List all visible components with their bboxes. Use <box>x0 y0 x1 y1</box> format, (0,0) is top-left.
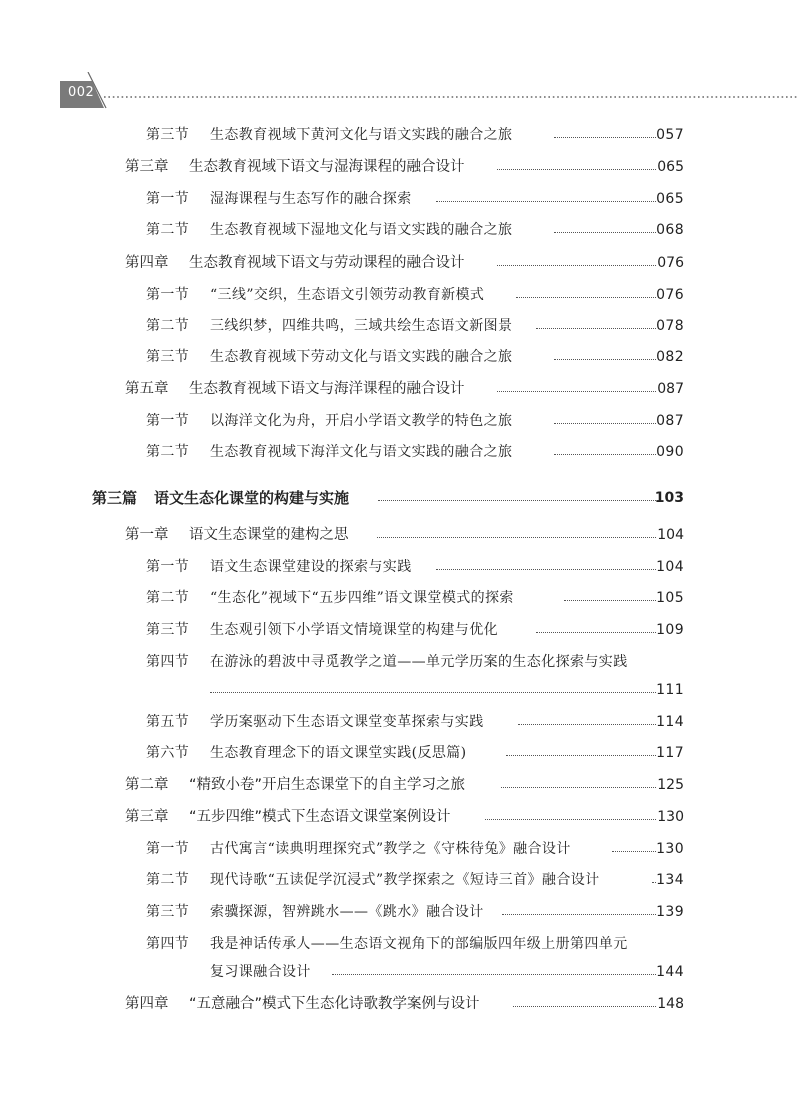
entry-title: “精致小卷”开启生态课堂下的自主学习之旅 <box>189 777 466 793</box>
entry-label: 第一节 <box>146 287 190 303</box>
entry-label: 第一节 <box>146 191 190 207</box>
leader-dots <box>485 819 656 820</box>
toc-entry <box>146 312 684 340</box>
entry-label: 第二节 <box>146 444 190 460</box>
entry-title: 生态教育视域下海洋文化与语文实践的融合之旅 <box>210 444 513 460</box>
toc-entry <box>125 803 684 831</box>
toc-entry <box>125 521 684 549</box>
toc-entry <box>146 648 684 676</box>
entry-page: 090 <box>656 444 684 460</box>
leader-dots <box>564 600 656 601</box>
entry-label: 第四节 <box>146 936 190 952</box>
entry-title: “生态化”视域下“五步四维”语文课堂模式的探索 <box>210 590 514 606</box>
toc-entry <box>146 898 684 926</box>
entry-page: 087 <box>657 381 684 397</box>
entry-label: 第六节 <box>146 745 190 761</box>
entry-page: 125 <box>657 777 684 793</box>
leader-dots <box>554 232 656 233</box>
leader-dots <box>513 1006 656 1007</box>
leader-dots <box>612 851 656 852</box>
leader-dots <box>436 201 656 202</box>
toc-entry-continuation <box>146 676 684 704</box>
entry-title: 现代诗歌“五读促学沉浸式”教学探索之《短诗三首》融合设计 <box>210 872 600 888</box>
entry-title: “五步四维”模式下生态语文课堂案例设计 <box>189 809 451 825</box>
entry-page: 105 <box>656 590 684 606</box>
entry-label: 第四节 <box>146 654 190 670</box>
leader-dots <box>554 359 656 360</box>
entry-title: 生态观引领下小学语文情境课堂的构建与优化 <box>210 622 498 638</box>
entry-label: 第四章 <box>125 996 169 1012</box>
toc-entry <box>146 216 684 244</box>
entry-title: 以海洋文化为舟，开启小学语文教学的特色之旅 <box>210 413 513 429</box>
entry-label: 第五章 <box>125 381 169 397</box>
entry-page: 076 <box>657 255 684 271</box>
leader-dots <box>518 724 656 725</box>
entry-label: 第一节 <box>146 841 190 857</box>
entry-page: 148 <box>657 996 684 1012</box>
entry-label: 第三节 <box>146 127 190 143</box>
entry-title: 生态教育理念下的语文课堂实践(反思篇) <box>210 745 467 761</box>
toc-entry <box>146 553 684 581</box>
entry-label: 第二节 <box>146 590 190 606</box>
entry-label: 第二节 <box>146 872 190 888</box>
entry-page: 130 <box>656 841 684 857</box>
toc-entry <box>146 343 684 371</box>
entry-title: 三线织梦，四维共鸣，三域共绘生态语文新图景 <box>210 318 513 334</box>
entry-title: 生态教育视域下湿地文化与语文实践的融合之旅 <box>210 222 513 238</box>
leader-dots <box>436 569 656 570</box>
leader-dots <box>554 454 656 455</box>
toc-entry <box>125 375 684 403</box>
entry-label: 第三章 <box>125 809 169 825</box>
leader-dots <box>210 692 656 693</box>
entry-title: 我是神话传承人——生态语文视角下的部编版四年级上册第四单元 <box>210 936 628 952</box>
entry-title: 生态教育视域下黄河文化与语文实践的融合之旅 <box>210 127 513 143</box>
toc-entry <box>146 438 684 466</box>
entry-label: 第一章 <box>125 527 169 543</box>
entry-page: 139 <box>656 904 684 920</box>
entry-label: 第二章 <box>125 777 169 793</box>
toc-entry <box>146 739 684 767</box>
entry-page: 057 <box>656 127 684 143</box>
leader-dots <box>554 423 656 424</box>
toc-entry <box>125 771 684 799</box>
entry-label: 第三节 <box>146 904 190 920</box>
entry-page: 130 <box>657 809 684 825</box>
leader-dots <box>502 914 656 915</box>
entry-page: 104 <box>656 559 684 575</box>
entry-title: 生态教育视域下语文与湿海课程的融合设计 <box>189 159 465 175</box>
entry-title: 语文生态课堂建设的探索与实践 <box>210 559 412 575</box>
entry-label: 第一节 <box>146 559 190 575</box>
page-header <box>0 72 799 112</box>
entry-title: 学历案驱动下生态语文课堂变革探索与实践 <box>210 714 484 730</box>
leader-dots <box>506 755 656 756</box>
toc-entry <box>146 584 684 612</box>
entry-title: “五意融合”模式下生态化诗歌教学案例与设计 <box>189 996 480 1012</box>
leader-dots <box>497 391 656 392</box>
leader-dots <box>332 974 656 975</box>
leader-dots <box>554 137 656 138</box>
leader-dots <box>497 169 656 170</box>
entry-page: 111 <box>656 682 684 698</box>
toc-entry <box>146 185 684 213</box>
entry-page: 103 <box>654 490 684 506</box>
toc-entry <box>125 990 684 1018</box>
toc-entry <box>146 121 684 149</box>
toc-entry <box>146 930 684 958</box>
header-decoration <box>0 72 799 112</box>
entry-page: 117 <box>656 745 684 761</box>
entry-label: 第四章 <box>125 255 169 271</box>
toc-entry-continuation <box>146 958 684 986</box>
toc-entry <box>125 153 684 181</box>
entry-label: 第三篇 <box>92 489 138 507</box>
entry-page: 087 <box>656 413 684 429</box>
leader-dots <box>536 328 656 329</box>
leader-dots <box>516 297 656 298</box>
leader-dots <box>378 500 656 501</box>
entry-label: 第五节 <box>146 714 190 730</box>
entry-page: 134 <box>656 872 684 888</box>
entry-page: 144 <box>656 964 684 980</box>
toc-entry <box>92 484 684 512</box>
entry-page: 104 <box>657 527 684 543</box>
entry-label: 第三章 <box>125 159 169 175</box>
toc-entry <box>146 616 684 644</box>
leader-dots <box>497 265 656 266</box>
entry-title: 语文生态化课堂的构建与实施 <box>154 489 350 507</box>
entry-label: 第二节 <box>146 318 190 334</box>
entry-title: 在游泳的碧波中寻觅教学之道——单元学历案的生态化探索与实践 <box>210 654 628 670</box>
entry-page: 065 <box>657 159 684 175</box>
entry-title-continued: 复习课融合设计 <box>210 964 311 980</box>
leader-dots <box>377 537 656 538</box>
entry-label: 第三节 <box>146 349 190 365</box>
toc-entry <box>146 866 684 894</box>
entry-page: 114 <box>656 714 684 730</box>
entry-title: “三线”交织，生态语文引领劳动教育新模式 <box>210 287 485 303</box>
entry-label: 第三节 <box>146 622 190 638</box>
entry-page: 065 <box>656 191 684 207</box>
entry-page: 082 <box>656 349 684 365</box>
toc-entry <box>146 281 684 309</box>
toc-entry <box>125 249 684 277</box>
entry-title: 生态教育视域下语文与海洋课程的融合设计 <box>189 381 465 397</box>
entry-title: 湿海课程与生态写作的融合探索 <box>210 191 412 207</box>
toc-entry <box>146 407 684 435</box>
entry-title: 语文生态课堂的建构之思 <box>189 527 349 543</box>
entry-title: 生态教育视域下语文与劳动课程的融合设计 <box>189 255 465 271</box>
leader-dots <box>536 632 656 633</box>
entry-title: 古代寓言“读典明理探究式”教学之《守株待兔》融合设计 <box>210 841 571 857</box>
page-number: 002 <box>68 85 95 100</box>
entry-label: 第二节 <box>146 222 190 238</box>
entry-title: 索骥探源，智辨跳水——《跳水》融合设计 <box>210 904 484 920</box>
entry-title: 生态教育视域下劳动文化与语文实践的融合之旅 <box>210 349 513 365</box>
toc-entry <box>146 708 684 736</box>
entry-page: 076 <box>656 287 684 303</box>
entry-page: 109 <box>656 622 684 638</box>
entry-page: 078 <box>656 318 684 334</box>
entry-label: 第一节 <box>146 413 190 429</box>
entry-page: 068 <box>656 222 684 238</box>
leader-dots <box>501 787 656 788</box>
toc-entry <box>146 835 684 863</box>
